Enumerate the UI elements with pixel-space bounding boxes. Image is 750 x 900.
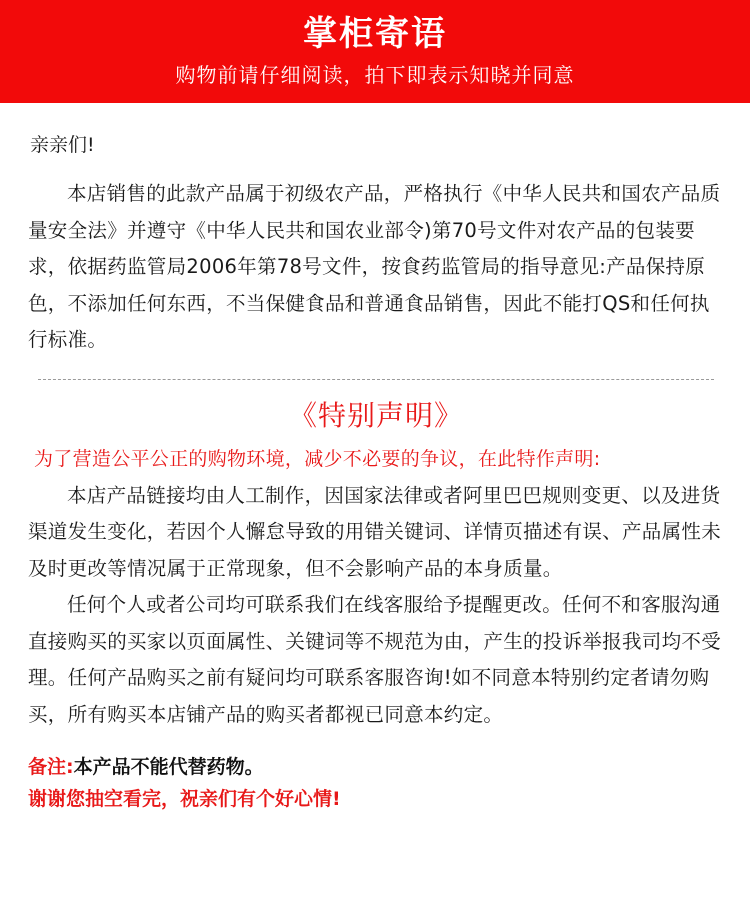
notice-paragraph-1: 本店产品链接均由人工制作，因国家法律或者阿里巴巴规则变更、以及进货渠道发生变化，若因个人懈怠导致的用错关键词、详情页描述有误、产品属性未及时更改等情况属于正常现象，但不会影响产品的本身质量。 (28, 483, 722, 580)
greeting-text: 亲亲们! (30, 134, 95, 156)
note-line (28, 751, 724, 783)
notice-paragraph-2: 任何个人或者公司均可联系我们在线客服给予提醒更改。任何不和客服沟通直接购买的买家以页面属性、关键词等不规范为由，产生的投诉举报我司均不受理。任何产品购买之前有疑问均可联系客服咨询!如不同意本特别约定者请勿购买，所有购买本店铺产品的购买者都视已同意本约定。 (28, 593, 722, 726)
notice-intro: 为了营造公平公正的购物环境，减少不必要的争议，在此特作声明: (34, 447, 601, 470)
section-divider (38, 379, 714, 380)
intro-paragraph: 本店销售的此款产品属于初级农产品，严格执行《中华人民共和国农产品质量安全法》并遵守《中华人民共和国农业部令)第70号文件对农产品的包装要求，依据药监管局2006年第78号文件，按食药监管局的指导意见:产品保持原色，不添加任何东西，不当保健食品和普通食品销售，因此不能打QS和任何执行标准。 (28, 182, 721, 351)
footnotes (28, 751, 724, 815)
thanks-line: 谢谢您抽空看完，祝亲们有个好心情! (28, 788, 341, 810)
header-banner (0, 0, 750, 103)
notice-title: 《特别声明》 (288, 398, 463, 432)
note-label: 备注: (28, 756, 74, 778)
page-subtitle: 购物前请仔细阅读，拍下即表示知晓并同意 (175, 63, 575, 87)
main-content (0, 132, 750, 815)
note-text: 本产品不能代替药物。 (73, 756, 264, 778)
page-title: 掌柜寄语 (303, 14, 447, 54)
